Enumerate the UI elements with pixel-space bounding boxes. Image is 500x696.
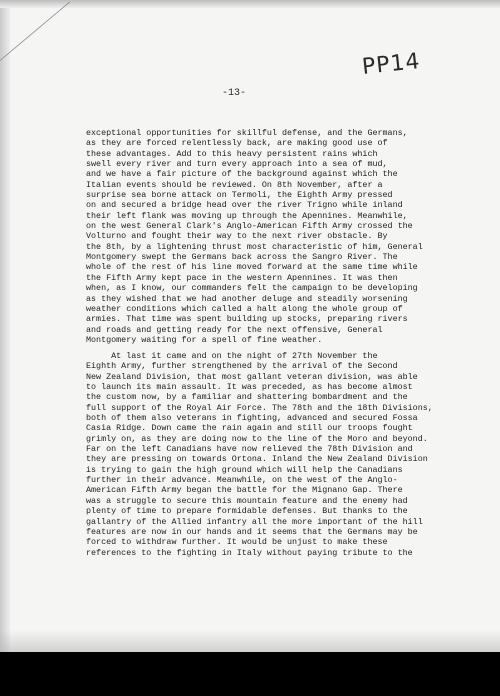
page-number: -13-: [222, 88, 247, 99]
corner-fold-line: [0, 0, 70, 61]
paragraph-2: At last it came and on the night of 27th November the Eighth Army, further strengthened by the arrival of the Second New Zealand Division, that most gallant veteran division, was able to launch its main assault. It was preceded, as has become almost the custom now, by a familiar and shattering bombardment and the full support of the Royal Air Force. The 78th and the 18th Divisions, both of them also veterans in fighting, advanced and secured Fossa Casia Ridge. Down came the rain again and still our troops fought grimly on, as they are doing now to the line of the Moro and beyond. Far on the left Canadians have now relieved the 78th Division and they are pressing on towards Ortona. Inland the New Zealand Division is trying to gain the high ground which will help the Canadians further in their advance. Meanwhile, on the west of the Anglo- American Fifth Army began the battle for the Mignano Gap. There was a struggle to secure this mountain feature and the enemy had plenty of time to prepare formidable defenses. But thanks to the gallantry of the Allied infantry all the more important of the hill features are now in our hands and it seems that the Germans may be forced to withdraw further. It would be unjust to make these references to the fighting in Italy without paying tribute to the: [86, 351, 433, 558]
paper-left-edge: [0, 0, 10, 652]
paragraph-1: exceptional opportunities for skillful defense, and the Germans, as they are forced relentlessly back, are making good use of these advantages. Add to this heavy persistent rains which swell every river and turn every approach into a sea of mud, and we have a fair picture of the background against which the Italian events should be reviewed. On 8th November, after a surprise sea borne attack on Termoli, the Eighth Army pressed on and secured a bridge head over the river Trigno while inland their left flank was moving up through the Apennines. Meanwhile, on the west General Clark's Anglo-American Fifth Army crossed the Volturno and fought their way to the next river obstacle. By the 8th, by a lightening thrust most characteristic of him, General Montgomery swept the Germans back across the Sangro River. The whole of the rest of his line moved forward at the same time while the Fifth Army kept pace in the western Apennines. It was then when, as I know, our commanders felt the campaign to be developing as they wished that we had another deluge and steadily worsening weather conditions which called a halt along the whole group of armies. That time was spent building up stocks, preparing rivers and roads and getting ready for the next offensive, General Montgomery waiting for a spell of fine weather.: [86, 128, 423, 345]
handwritten-page-mark: PP14: [360, 49, 422, 80]
paper-top-edge: [0, 0, 500, 8]
scan-noise-bottom: [0, 630, 500, 652]
